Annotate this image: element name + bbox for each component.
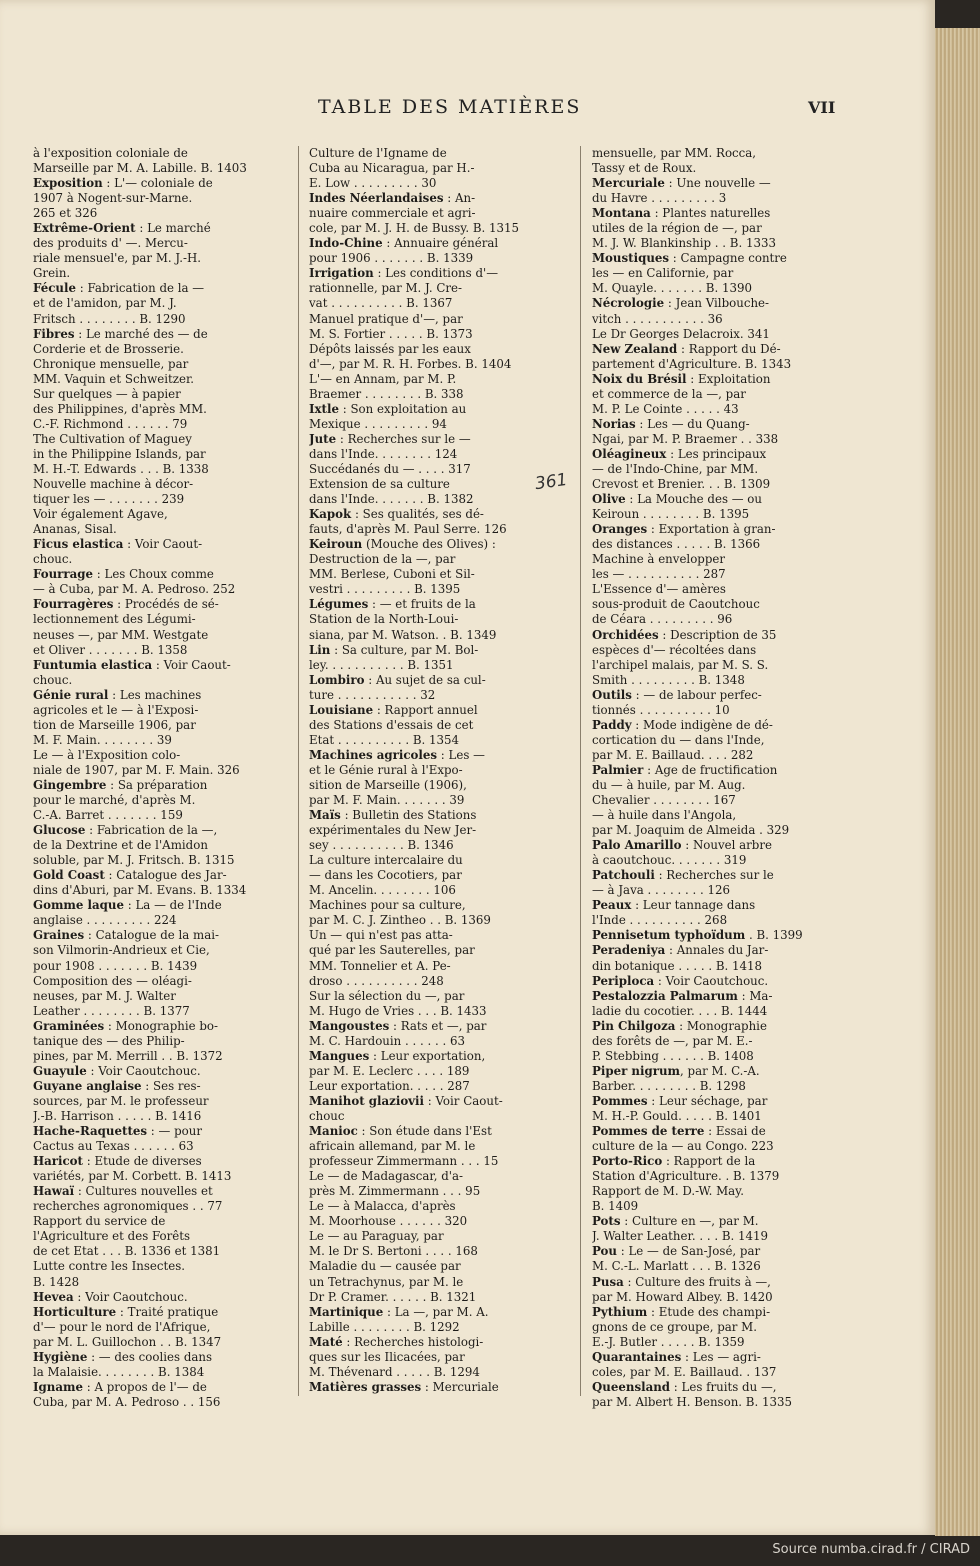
index-line: Un — qui n'est pas atta- <box>309 928 453 943</box>
index-line: Irrigation : Les conditions d'— <box>309 266 499 281</box>
index-line: par M. E. Leclerc . . . . 189 <box>309 1063 470 1078</box>
index-line: les — en Californie, par <box>592 266 734 281</box>
index-line: Station de la North-Loui- <box>309 612 459 627</box>
index-line: rationnelle, par M. J. Cre- <box>309 281 462 296</box>
index-line: Dr P. Cramer. . . . . . B. 1321 <box>309 1289 477 1304</box>
index-line: Guyane anglaise : Ses res- <box>33 1078 201 1093</box>
index-line: Maladie du — causée par <box>309 1259 461 1274</box>
index-line: à caoutchouc. . . . . . . 319 <box>592 853 747 868</box>
page-header <box>0 96 935 124</box>
index-line: Culture de l'Igname de <box>309 146 447 160</box>
index-line: sources, par M. le professeur <box>33 1093 209 1108</box>
index-line: Pommes de terre : Essai de <box>592 1124 766 1139</box>
index-line: MM. Tonnelier et A. Pe- <box>309 958 451 973</box>
index-line: Lombiro : Au sujet de sa cul- <box>309 672 486 687</box>
index-line: Crevost et Brenier. . . B. 1309 <box>592 477 771 492</box>
index-line: Tassy et de Roux. <box>592 161 697 176</box>
index-line: chouc. <box>33 672 73 687</box>
index-line: Fritsch . . . . . . . . B. 1290 <box>33 311 186 326</box>
index-line: un Tetrachynus, par M. le <box>309 1274 464 1289</box>
index-column-1 <box>33 146 287 1410</box>
index-line: 1907 à Nogent-sur-Marne. <box>33 191 193 206</box>
index-line: in the Philippine Islands, par <box>33 446 206 461</box>
index-line: par M. C. J. Zintheo . . B. 1369 <box>309 913 491 928</box>
index-line: L'Essence d'— amères <box>592 582 726 597</box>
index-line: Cuba, par M. A. Pedroso . . 156 <box>33 1394 221 1409</box>
index-line: Peradeniya : Annales du Jar- <box>592 943 769 958</box>
index-line: M. le Dr S. Bertoni . . . . 168 <box>309 1244 478 1259</box>
index-line: chouc. <box>33 552 73 567</box>
index-line: Montana : Plantes naturelles <box>592 206 771 221</box>
index-line: Manihot glaziovii : Voir Caout- <box>309 1093 503 1108</box>
index-line: variétés, par M. Corbett. B. 1413 <box>33 1169 232 1184</box>
index-line: anglaise . . . . . . . . . 224 <box>33 913 177 928</box>
index-line: B. 1428 <box>33 1274 80 1289</box>
index-line: Rapport de M. D.-W. May. <box>592 1184 745 1199</box>
index-line: E.-J. Butler . . . . . B. 1359 <box>592 1334 745 1349</box>
index-line: J. Walter Leather. . . . B. 1419 <box>592 1229 769 1244</box>
index-line: Manuel pratique d'—, par <box>309 311 463 326</box>
index-line: par M. Albert H. Benson. B. 1335 <box>592 1394 792 1409</box>
index-line: Kapok : Ses qualités, ses dé- <box>309 507 484 522</box>
index-line: Leur exportation. . . . . 287 <box>309 1078 470 1093</box>
index-line: Pommes : Leur séchage, par <box>592 1093 768 1108</box>
index-line: MM. Vaquin et Schweitzer. <box>33 371 195 386</box>
index-line: Patchouli : Recherches sur le <box>592 868 774 883</box>
index-line: Chronique mensuelle, par <box>33 356 189 371</box>
index-line: Hawaï : Cultures nouvelles et <box>33 1184 213 1199</box>
index-line: Ananas, Sisal. <box>33 522 117 537</box>
index-line: Glucose : Fabrication de la —, <box>33 823 218 838</box>
index-line: par M. E. Baillaud. . . . 282 <box>592 747 754 762</box>
index-line: par M. Howard Albey. B. 1420 <box>592 1289 773 1304</box>
index-line: mensuelle, par MM. Rocca, <box>592 146 757 160</box>
index-line: Gomme laque : La — de l'Inde <box>33 898 222 913</box>
index-line: M. F. Main. . . . . . . . 39 <box>33 732 172 747</box>
index-line: son Vilmorin-Andrieux et Cie, <box>33 943 210 958</box>
index-line: vestri . . . . . . . . . B. 1395 <box>309 582 461 597</box>
index-line: Ngai, par M. P. Braemer . . 338 <box>592 431 779 446</box>
index-line: J.-B. Harrison . . . . . B. 1416 <box>33 1109 202 1123</box>
index-line: agricoles et le — à l'Exposi- <box>33 702 199 717</box>
index-line: tion de Marseille 1906, par <box>33 717 196 732</box>
index-line: Extension de sa culture <box>309 477 450 492</box>
index-line: Le — de Madagascar, d'a- <box>309 1169 464 1184</box>
index-line: dins d'Aburi, par M. Evans. B. 1334 <box>33 883 247 898</box>
index-line: près M. Zimmermann . . . 95 <box>309 1184 481 1199</box>
index-line: Paddy : Mode indigène de dé- <box>592 717 773 732</box>
index-line: M. P. Le Cointe . . . . . 43 <box>592 401 739 416</box>
index-line: fauts, d'après M. Paul Serre. 126 <box>309 522 507 537</box>
index-line: C.-F. Richmond . . . . . . 79 <box>33 416 188 431</box>
index-line: pour 1906 . . . . . . . B. 1339 <box>309 251 474 266</box>
index-line: Noix du Brésil : Exploitation <box>592 371 771 386</box>
index-line: Louisiane : Rapport annuel <box>309 702 478 717</box>
index-line: — dans les Cocotiers, par <box>309 868 462 883</box>
index-line: Pots : Culture en —, par M. <box>592 1214 759 1229</box>
index-line: Succédanés du — . . . . 317 <box>309 461 471 476</box>
index-line: M. Thévenard . . . . . B. 1294 <box>309 1364 480 1379</box>
index-line: du — à huile, par M. Aug. <box>592 777 746 792</box>
index-line: chouc <box>309 1109 345 1123</box>
index-line: L'— en Annam, par M. P. <box>309 371 457 386</box>
index-line: Etat . . . . . . . . . . B. 1354 <box>309 732 460 747</box>
index-line: Grein. <box>33 266 71 281</box>
index-line: et de l'amidon, par M. J. <box>33 296 177 311</box>
index-line: Jute : Recherches sur le — <box>309 431 471 446</box>
index-line: Composition des — oléagi- <box>33 973 192 988</box>
index-line: Pennisetum typhoïdum . B. 1399 <box>592 928 803 943</box>
index-line: Corderie et de Brosserie. <box>33 341 184 356</box>
index-line: sition de Marseille (1906), <box>309 777 467 792</box>
index-line: Hache-Raquettes : — pour <box>33 1124 202 1139</box>
index-line: droso . . . . . . . . . . 248 <box>309 973 444 988</box>
index-line: Exposition : L'— coloniale de <box>33 176 213 191</box>
running-title: TABLE DES MATIÈRES <box>318 96 582 118</box>
index-line: Voir également Agave, <box>33 507 168 522</box>
column-divider <box>298 146 299 1396</box>
index-line: Fibres : Le marché des — de <box>33 326 208 341</box>
index-line: Gingembre : Sa préparation <box>33 777 208 792</box>
index-line: Mercuriale : Une nouvelle — <box>592 176 771 191</box>
index-line: ques sur les Ilicacées, par <box>309 1349 465 1364</box>
index-line: tanique des — des Philip- <box>33 1033 185 1048</box>
index-line: Barber. . . . . . . . . B. 1298 <box>592 1078 746 1093</box>
index-line: à l'exposition coloniale de <box>33 146 188 160</box>
index-line: utiles de la région de —, par <box>592 221 762 236</box>
index-line: Keiroun (Mouche des Olives) : <box>309 537 496 552</box>
index-line: Sur quelques — à papier <box>33 386 181 401</box>
index-line: M. J. W. Blankinship . . B. 1333 <box>592 236 776 251</box>
index-line: de cet Etat . . . B. 1336 et 1381 <box>33 1244 221 1259</box>
index-column-2 <box>309 146 571 1395</box>
index-line: M. Quayle. . . . . . . B. 1390 <box>592 281 752 296</box>
index-line: Le — à l'Exposition colo- <box>33 747 181 762</box>
source-credit: Source numba.cirad.fr / CIRAD <box>772 1542 970 1557</box>
index-line: din botanique . . . . . B. 1418 <box>592 958 763 973</box>
index-line: vat . . . . . . . . . . B. 1367 <box>309 296 453 311</box>
index-line: Oléagineux : Les principaux <box>592 446 767 461</box>
index-line: Igname : A propos de l'— de <box>33 1379 207 1394</box>
index-line: Palmier : Age de fructification <box>592 762 778 777</box>
index-line: New Zealand : Rapport du Dé- <box>592 341 781 356</box>
index-line: niale de 1907, par M. F. Main. 326 <box>33 762 240 777</box>
index-line: Le — au Paraguay, par <box>309 1229 444 1244</box>
index-line: Mangoustes : Rats et —, par <box>309 1018 487 1033</box>
index-line: nuaire commerciale et agri- <box>309 206 476 221</box>
index-line: les — . . . . . . . . . . 287 <box>592 567 726 582</box>
index-line: Pou : Le — de San-José, par <box>592 1244 761 1259</box>
index-line: qué par les Sauterelles, par <box>309 943 475 958</box>
index-line: Queensland : Les fruits du —, <box>592 1379 777 1394</box>
index-line: MM. Berlese, Cuboni et Sil- <box>309 567 475 582</box>
index-line: Pythium : Etude des champi- <box>592 1304 771 1319</box>
index-line: d'— pour le nord de l'Afrique, <box>33 1319 211 1334</box>
index-line: la Malaisie. . . . . . . . B. 1384 <box>33 1364 205 1379</box>
index-line: Ficus elastica : Voir Caout- <box>33 537 203 552</box>
index-line: M. Moorhouse . . . . . . 320 <box>309 1214 468 1229</box>
index-column-3 <box>592 146 857 1410</box>
index-line: — à Cuba, par M. A. Pedroso. 252 <box>33 582 236 597</box>
index-line: Machine à envelopper <box>592 552 726 567</box>
index-line: dans l'Inde. . . . . . . . 124 <box>309 446 458 461</box>
index-line: africain allemand, par M. le <box>309 1139 476 1154</box>
index-line: Lutte contre les Insectes. <box>33 1259 186 1274</box>
index-line: de Céara . . . . . . . . . 96 <box>592 612 733 627</box>
index-line: — à Java . . . . . . . . 126 <box>592 883 731 898</box>
index-line: Sur la sélection du —, par <box>309 988 465 1003</box>
index-line: pour le marché, d'après M. <box>33 793 196 808</box>
index-line: Porto-Rico : Rapport de la <box>592 1154 756 1169</box>
index-line: Gold Coast : Catalogue des Jar- <box>33 868 227 883</box>
index-line: Manioc : Son étude dans l'Est <box>309 1124 492 1139</box>
index-line: Olive : La Mouche des — ou <box>592 492 762 507</box>
index-line: Hygiène : — des coolies dans <box>33 1349 213 1364</box>
index-line: Rapport du service de <box>33 1214 166 1229</box>
index-line: neuses —, par MM. Westgate <box>33 627 209 642</box>
index-line: cole, par M. J. H. de Bussy. B. 1315 <box>309 221 520 236</box>
index-line: Braemer . . . . . . . . B. 338 <box>309 386 464 401</box>
book-page-edge <box>935 28 980 1536</box>
index-line: Pestalozzia Palmarum : Ma- <box>592 988 773 1003</box>
index-line: recherches agronomiques . . 77 <box>33 1199 223 1214</box>
index-line: Smith . . . . . . . . . B. 1348 <box>592 672 745 687</box>
index-line: tionnés . . . . . . . . . . 10 <box>592 702 730 717</box>
index-line: Légumes : — et fruits de la <box>309 597 476 612</box>
index-line: Ixtle : Son exploitation au <box>309 401 467 416</box>
index-line: neuses, par M. J. Walter <box>33 988 176 1003</box>
index-line: E. Low . . . . . . . . . 30 <box>309 176 437 191</box>
index-line: Oranges : Exportation à gran- <box>592 522 776 537</box>
index-line: B. 1409 <box>592 1199 639 1214</box>
index-line: des Philippines, d'après MM. <box>33 401 207 416</box>
index-line: Haricot : Etude de diverses <box>33 1154 202 1169</box>
index-line: Labille . . . . . . . . B. 1292 <box>309 1319 460 1334</box>
index-line: Maté : Recherches histologi- <box>309 1334 484 1349</box>
index-line: Palo Amarillo : Nouvel arbre <box>592 838 772 853</box>
index-line: Moustiques : Campagne contre <box>592 251 787 266</box>
index-line: Mexique . . . . . . . . . 94 <box>309 416 447 431</box>
column-divider <box>580 146 581 1396</box>
index-line: Cuba au Nicaragua, par H.- <box>309 161 475 176</box>
index-line: et le Génie rural à l'Expo- <box>309 762 463 777</box>
index-line: Maïs : Bulletin des Stations <box>309 808 477 823</box>
index-line: Fécule : Fabrication de la — <box>33 281 205 296</box>
index-line: M. H.-T. Edwards . . . B. 1338 <box>33 461 209 476</box>
handwritten-annotation: 361 <box>533 469 569 495</box>
index-line: The Cultivation of Maguey <box>33 431 192 446</box>
index-line: M. Ancelin. . . . . . . . 106 <box>309 883 456 898</box>
index-line: pour 1908 . . . . . . . B. 1439 <box>33 958 198 973</box>
index-line: coles, par M. E. Baillaud. . 137 <box>592 1364 777 1379</box>
index-line: Mangues : Leur exportation, <box>309 1048 486 1063</box>
index-line: Lin : Sa culture, par M. Bol- <box>309 642 479 657</box>
index-line: expérimentales du New Jer- <box>309 823 477 838</box>
index-line: Horticulture : Traité pratique <box>33 1304 219 1319</box>
index-line: cortication du — dans l'Inde, <box>592 732 765 747</box>
index-line: du Havre . . . . . . . . . 3 <box>592 191 727 206</box>
index-line: et commerce de la —, par <box>592 386 746 401</box>
index-line: Martinique : La —, par M. A. <box>309 1304 489 1319</box>
index-line: pines, par M. Merrill . . B. 1372 <box>33 1048 223 1063</box>
index-line: Periploca : Voir Caoutchouc. <box>592 973 769 988</box>
index-line: par M. F. Main. . . . . . . 39 <box>309 793 465 808</box>
index-line: Machines pour sa culture, <box>309 898 466 913</box>
index-line: tiquer les — . . . . . . . 239 <box>33 492 185 507</box>
index-line: ture . . . . . . . . . . . 32 <box>309 687 436 702</box>
index-line: P. Stebbing . . . . . . B. 1408 <box>592 1048 754 1063</box>
index-line: lectionnement des Légumi- <box>33 612 196 627</box>
index-line: Orchidées : Description de 35 <box>592 627 777 642</box>
index-line: Guayule : Voir Caoutchouc. <box>33 1063 201 1078</box>
index-line: Norias : Les — du Quang- <box>592 416 750 431</box>
index-line: Dépôts laissés par les eaux <box>309 341 471 356</box>
index-line: sous-produit de Caoutchouc <box>592 597 760 612</box>
index-line: professeur Zimmermann . . . 15 <box>309 1154 499 1169</box>
index-line: — de l'Indo-Chine, par MM. <box>592 461 759 476</box>
index-line: siana, par M. Watson. . B. 1349 <box>309 627 497 642</box>
index-line: espèces d'— récoltées dans <box>592 642 757 657</box>
index-line: Cactus au Texas . . . . . . 63 <box>33 1139 194 1154</box>
index-line: Destruction de la —, par <box>309 552 456 567</box>
index-line: C.-A. Barret . . . . . . . 159 <box>33 808 183 823</box>
index-line: Fourrage : Les Choux comme <box>33 567 214 582</box>
index-line: riale mensuel'e, par M. J.-H. <box>33 251 201 266</box>
index-line: l'Inde . . . . . . . . . . 268 <box>592 913 728 928</box>
index-line: Matières grasses : Mercuriale <box>309 1379 499 1394</box>
index-line: par M. Joaquim de Almeida . 329 <box>592 823 790 838</box>
index-line: Outils : — de labour perfec- <box>592 687 762 702</box>
index-line: Graminées : Monographie bo- <box>33 1018 219 1033</box>
index-line: l'Agriculture et des Forêts <box>33 1229 191 1244</box>
index-line: M. C.-L. Marlatt . . . B. 1326 <box>592 1259 761 1274</box>
index-line: 265 et 326 <box>33 206 98 221</box>
index-line: partement d'Agriculture. B. 1343 <box>592 356 792 371</box>
index-line: l'archipel malais, par M. S. S. <box>592 657 769 672</box>
index-line: Station d'Agriculture. . B. 1379 <box>592 1169 780 1184</box>
index-line: ladie du cocotier. . . . B. 1444 <box>592 1003 768 1018</box>
index-line: Peaux : Leur tannage dans <box>592 898 756 913</box>
index-line: Indo-Chine : Annuaire général <box>309 236 499 251</box>
index-line: M. C. Hardouin . . . . . . 63 <box>309 1033 466 1048</box>
index-line: — à huile dans l'Angola, <box>592 808 737 823</box>
index-line: Nouvelle machine à décor- <box>33 477 194 492</box>
index-line: de la Dextrine et de l'Amidon <box>33 838 208 853</box>
index-line: Chevalier . . . . . . . . 167 <box>592 793 736 808</box>
index-line: et Oliver . . . . . . . B. 1358 <box>33 642 188 657</box>
index-line: sey . . . . . . . . . . B. 1346 <box>309 838 454 853</box>
index-line: dans l'Inde. . . . . . . B. 1382 <box>309 492 474 507</box>
index-line: Extrême-Orient : Le marché <box>33 221 211 236</box>
index-line: Marseille par M. A. Labille. B. 1403 <box>33 161 247 176</box>
index-line: des forêts de —, par M. E.- <box>592 1033 753 1048</box>
index-line: par M. L. Guillochon . . B. 1347 <box>33 1334 222 1349</box>
index-line: Le Dr Georges Delacroix. 341 <box>592 326 770 341</box>
index-line: Leather . . . . . . . . B. 1377 <box>33 1003 190 1018</box>
index-line: Machines agricoles : Les — <box>309 747 485 762</box>
index-line: Hevea : Voir Caoutchouc. <box>33 1289 188 1304</box>
index-line: Pusa : Culture des fruits à —, <box>592 1274 771 1289</box>
index-line: d'—, par M. R. H. Forbes. B. 1404 <box>309 356 512 371</box>
index-line: Quarantaines : Les — agri- <box>592 1349 761 1364</box>
index-line: Pin Chilgoza : Monographie <box>592 1018 767 1033</box>
index-line: soluble, par M. J. Fritsch. B. 1315 <box>33 853 235 868</box>
index-line: ley. . . . . . . . . . . B. 1351 <box>309 657 454 672</box>
index-line: des produits d' —. Mercu- <box>33 236 188 251</box>
page-number: VII <box>808 98 836 117</box>
index-line: La culture intercalaire du <box>309 853 463 868</box>
index-line: Graines : Catalogue de la mai- <box>33 928 220 943</box>
index-line: des Stations d'essais de cet <box>309 717 474 732</box>
index-line: Funtumia elastica : Voir Caout- <box>33 657 231 672</box>
index-line: Le — à Malacca, d'après <box>309 1199 456 1214</box>
index-line: Génie rural : Les machines <box>33 687 202 702</box>
index-line: vitch . . . . . . . . . . . 36 <box>592 311 723 326</box>
index-line: Indes Néerlandaises : An- <box>309 191 476 206</box>
index-line: Nécrologie : Jean Vilbouche- <box>592 296 770 311</box>
index-line: Keiroun . . . . . . . . B. 1395 <box>592 507 750 522</box>
index-line: gnons de ce groupe, par M. <box>592 1319 758 1334</box>
index-line: M. S. Fortier . . . . . B. 1373 <box>309 326 473 341</box>
index-line: des distances . . . . . B. 1366 <box>592 537 761 552</box>
index-line: Piper nigrum, par M. C.-A. <box>592 1063 760 1078</box>
index-line: culture de la — au Congo. 223 <box>592 1139 774 1154</box>
index-line: Fourragères : Procédés de sé- <box>33 597 219 612</box>
index-line: M. Hugo de Vries . . . B. 1433 <box>309 1003 487 1018</box>
index-line: M. H.-P. Gould. . . . . B. 1401 <box>592 1109 762 1123</box>
